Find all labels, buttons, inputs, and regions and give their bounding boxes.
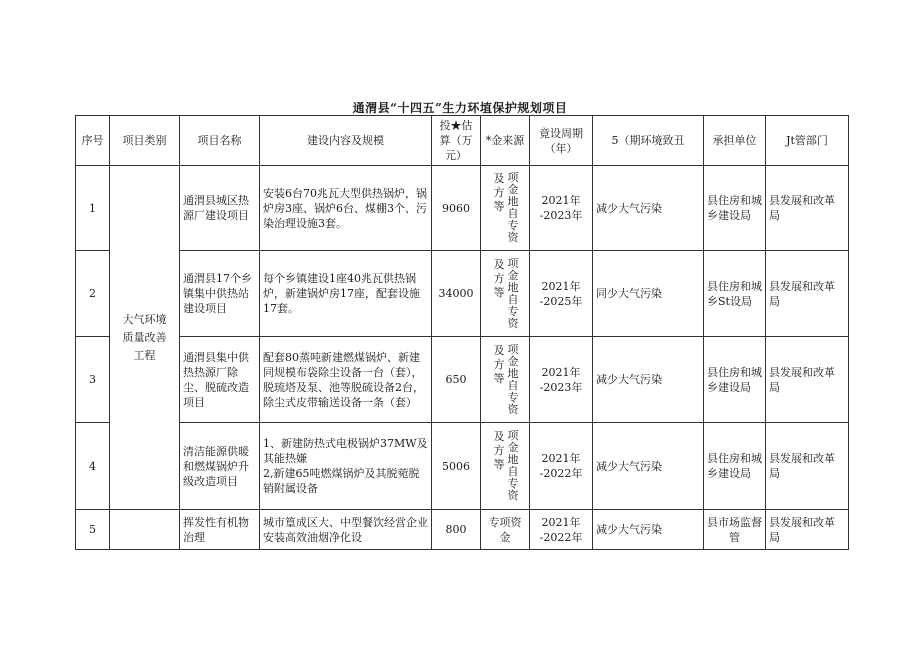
header-dept: Jt管部门 (766, 116, 849, 166)
header-no: 序号 (76, 116, 110, 166)
content-item-2: 2,新建65吨燃煤锅炉及其脱菀脱销附属设备 (263, 467, 420, 495)
funding-source (481, 251, 530, 337)
funding-right: 项金地自专资 (507, 342, 519, 416)
project-name: 挥发性有机物治理 (180, 510, 260, 550)
dept: 县发展和改革局 (766, 166, 849, 251)
table-row (76, 251, 849, 337)
row-no: 4 (76, 423, 110, 510)
period-start: 2021年 (541, 194, 581, 207)
table-row (76, 423, 849, 510)
header-category: 项目类别 (110, 116, 180, 166)
funding-right: 项金地自专资 (507, 256, 519, 330)
investment-value: 34000 (432, 251, 481, 337)
period-end: -2022年 (539, 467, 583, 480)
period (530, 510, 593, 550)
period (530, 423, 593, 510)
period (530, 337, 593, 423)
project-name: 清洁能源供暖和燃煤锅炉升级改造项目 (180, 423, 260, 510)
investment-value: 650 (432, 337, 481, 423)
period-end: -2025年 (539, 294, 583, 308)
period (530, 166, 593, 251)
project-content: 城市篁成区大、中型餐饮经営企业安装高效油烟净化设 (260, 510, 432, 550)
investment-value: 800 (432, 510, 481, 550)
undertaker: 县住房和城乡建设局 (704, 337, 766, 423)
project-content: 每个乡镇建设1座40兆瓦供热锅炉，新建锅炉房17座，配套设施17套。 (260, 251, 432, 337)
undertaker: 县市场监督管 (704, 510, 766, 550)
benefit: 同少大气污染 (593, 251, 704, 337)
category-cell: 大气环境质量改善工程 (110, 166, 180, 510)
header-undertaker: 承担单位 (704, 116, 766, 166)
project-name: 通渭县城区热源厂建设项目 (180, 166, 260, 251)
period-end: -2023年 (539, 209, 583, 222)
content-item-1: 1、新建防热式电极锅炉37MW及其能热嫌 (263, 437, 428, 465)
header-name: 项目名称 (180, 116, 260, 166)
header-benefit: 5（期环境致丑 (593, 116, 704, 166)
benefit: 减少大气污染 (593, 423, 704, 510)
period-start: 2021年 (541, 279, 581, 293)
funding-left: 及方等 (493, 172, 505, 213)
header-row (76, 116, 849, 166)
investment-value: 9060 (432, 166, 481, 251)
period (530, 251, 593, 337)
dept: 县发展和改革局 (766, 510, 849, 550)
benefit: 减少大气污染 (593, 166, 704, 251)
undertaker: 县住房和城乡St设局 (704, 251, 766, 337)
project-name: 通渭县集中供热热源厂除尘、脱硫改造项目 (180, 337, 260, 423)
funding-left: 及方等 (493, 257, 505, 299)
row-no: 1 (76, 166, 110, 251)
table-row (76, 166, 849, 251)
document-title: 通渭县“十四五”生力环埴保护规划项目 (352, 101, 568, 115)
period-start: 2021年 (541, 365, 581, 379)
header-investment: 投★估算（万元） (432, 116, 481, 166)
project-name: 通渭县17个乡镇集中供热站建设项目 (180, 251, 260, 337)
header-funding: *金来源 (481, 116, 530, 166)
header-content: 建设内容及规模 (260, 116, 432, 166)
dept: 县发展和改革局 (766, 423, 849, 510)
project-content: 配套80蒸吨新建燃煤锅炉、新建同规模布袋除尘设备一台（套），脱琉塔及泵、池等脱硫设备2台，除尘式皮带输送设备一条（套） (260, 337, 432, 423)
undertaker: 县住房和城乡建设局 (704, 423, 766, 510)
row-no: 3 (76, 337, 110, 423)
row-no: 5 (76, 510, 110, 550)
undertaker: 县住房和城乡建设局 (704, 166, 766, 251)
funding-left: 及方等 (493, 430, 505, 471)
header-period: 竟设周期（年） (530, 116, 593, 166)
funding-source (481, 166, 530, 251)
funding-right: 项金地自专资 (507, 429, 519, 502)
funding-left: 及方等 (493, 343, 505, 385)
period-start: 2021年 (541, 515, 581, 529)
dept: 县发展和改革局 (766, 251, 849, 337)
dept: 县发展和改革局 (766, 337, 849, 423)
project-table (75, 115, 849, 550)
funding-source: 专项资金 (481, 510, 530, 550)
funding-source (481, 337, 530, 423)
table-row (76, 510, 849, 550)
period-start: 2021年 (541, 452, 581, 465)
funding-source (481, 423, 530, 510)
project-content (260, 423, 432, 510)
benefit: 减少大气污染 (593, 510, 704, 550)
period-end: -2023年 (539, 380, 583, 394)
row-no: 2 (76, 251, 110, 337)
period-end: -2022年 (539, 530, 583, 544)
benefit: 减少大气污染 (593, 337, 704, 423)
category-empty (110, 510, 180, 550)
funding-right: 项金地自专资 (507, 171, 519, 244)
project-content: 安装6台70兆瓦大型供热锅炉，锅炉房3座、锅炉6台、煤棚3个、污染治理设施3套。 (260, 166, 432, 251)
investment-value: 5006 (432, 423, 481, 510)
table-row (76, 337, 849, 423)
